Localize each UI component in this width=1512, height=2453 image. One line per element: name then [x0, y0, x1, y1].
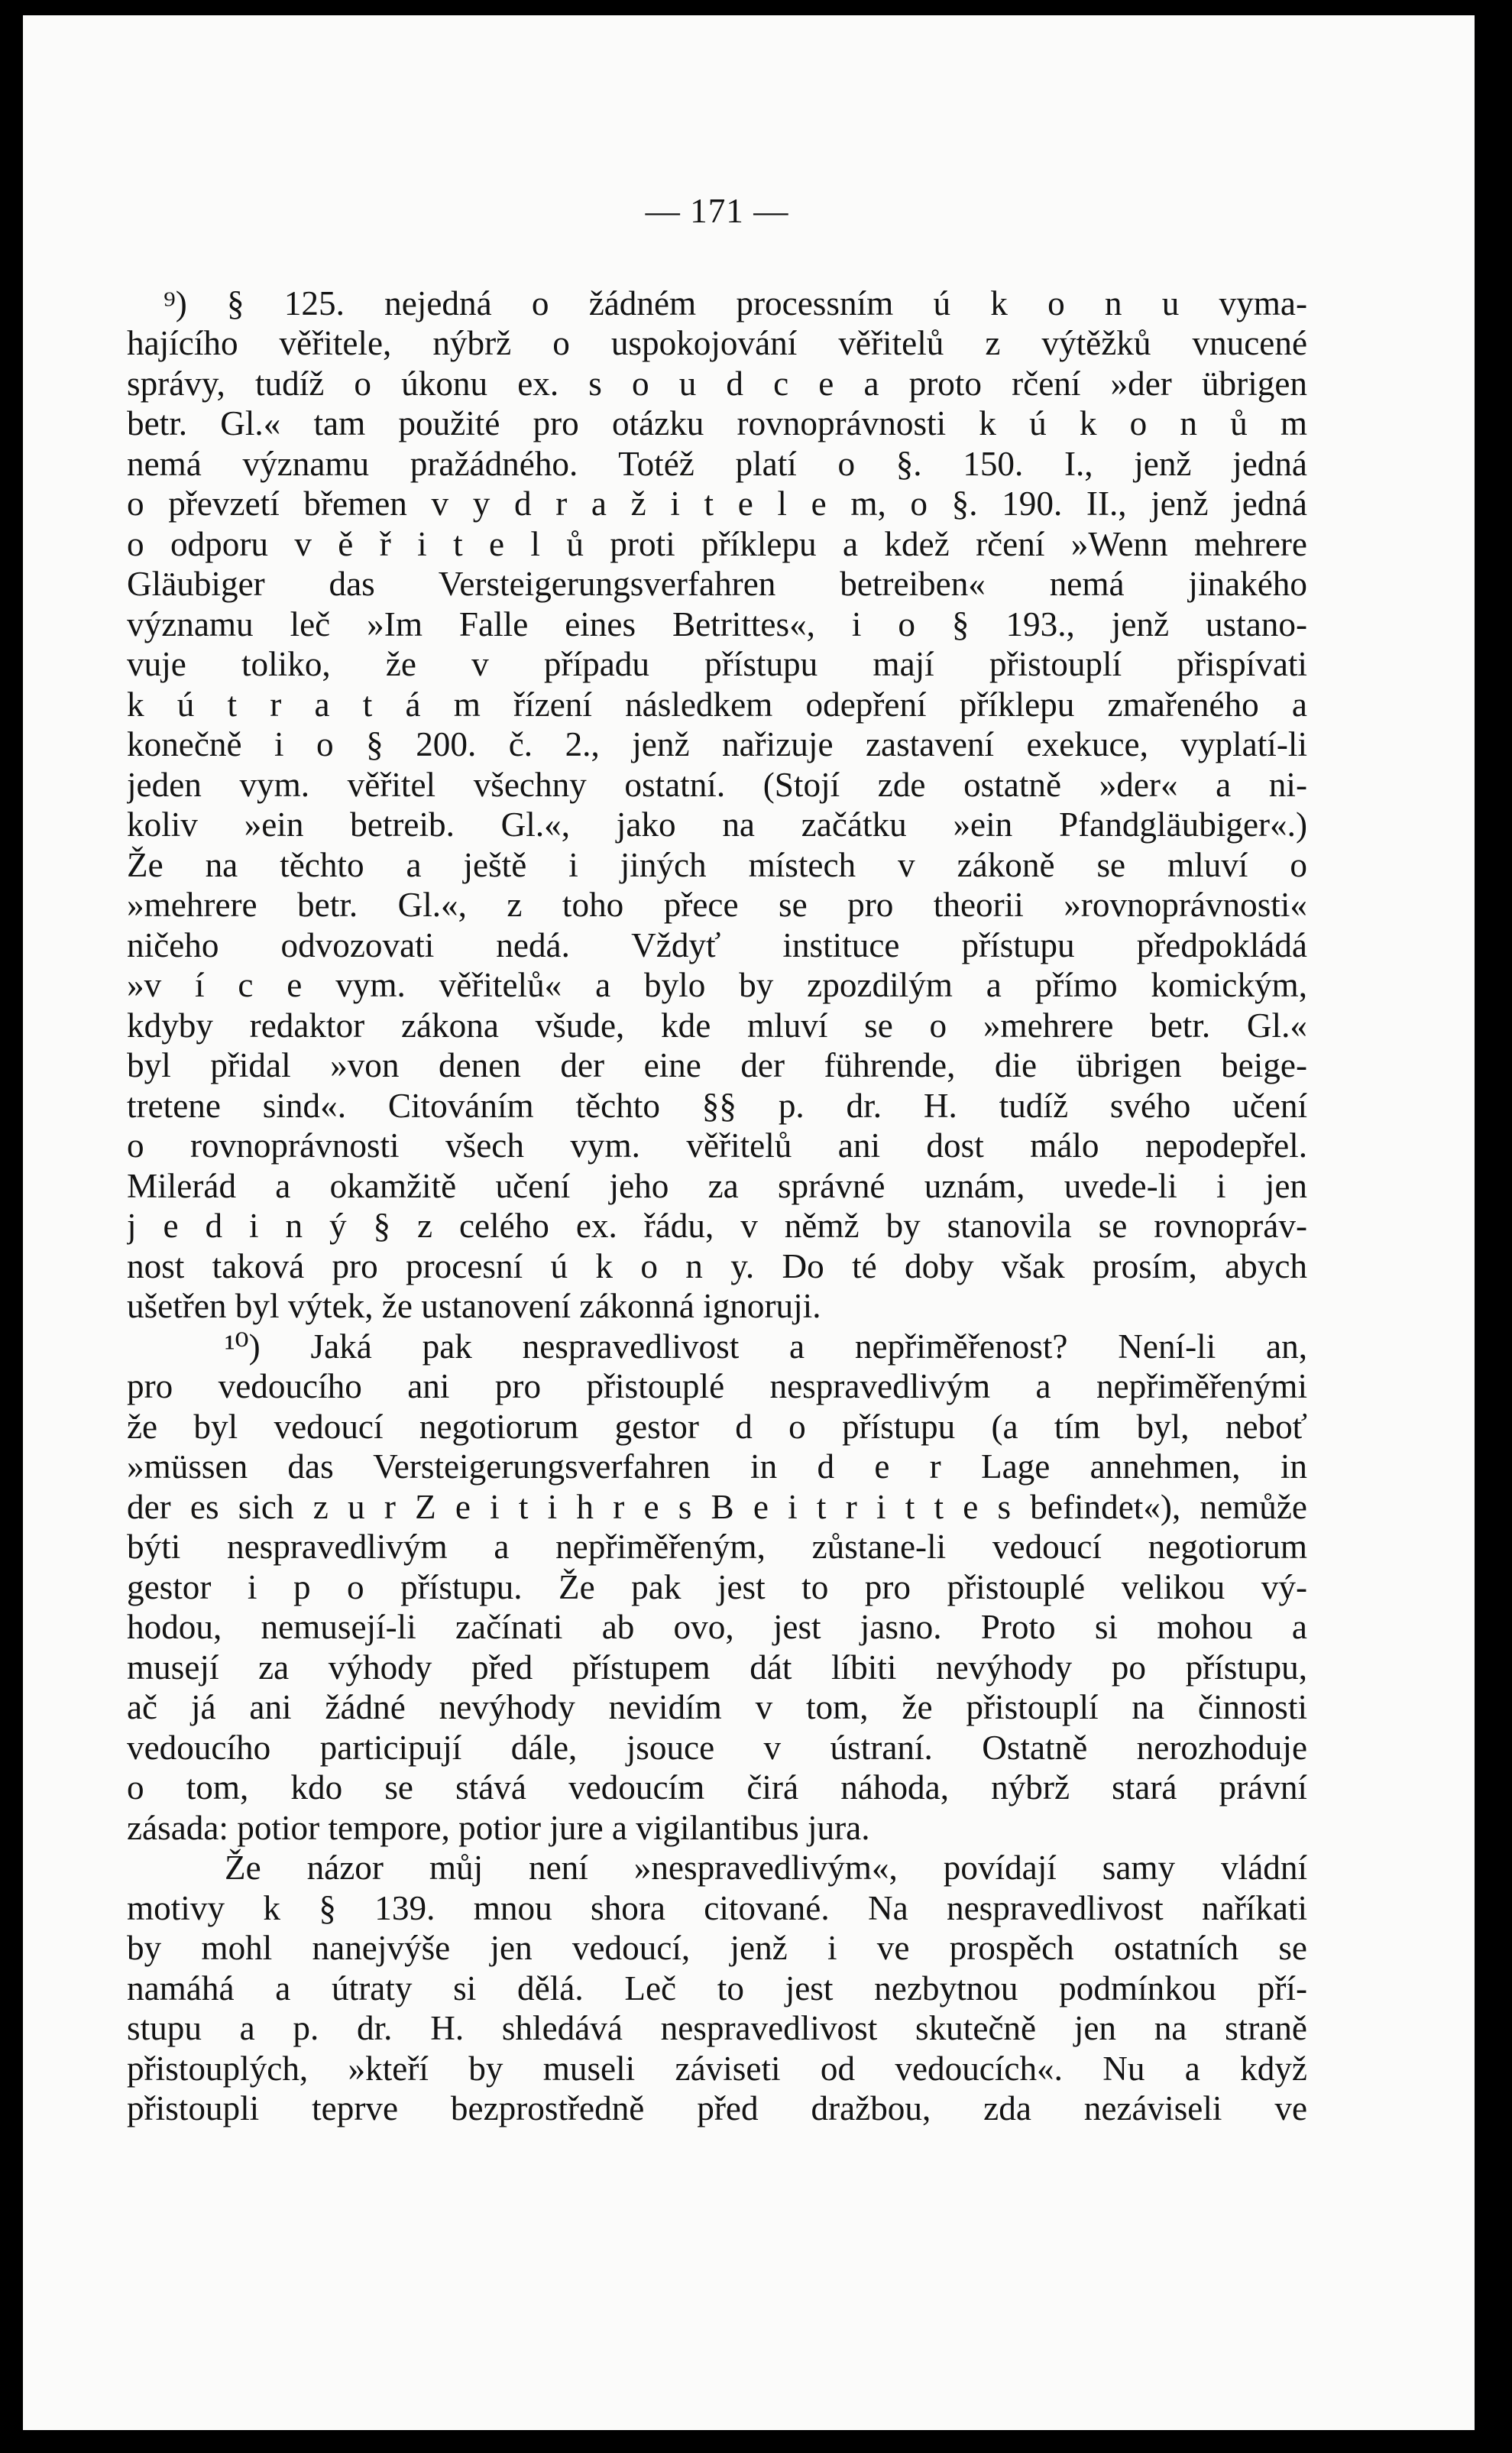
text-line: »mehrere betr. Gl.«, z toho přece se pro theorii »rovnoprávnosti« — [127, 886, 1307, 924]
text-line: o převzetí břemen v y d r a ž i t e l e m, o §. 190. II., jenž jedná — [127, 484, 1307, 523]
text-line: k ú t r a t á m řízení následkem odepření příklepu zmařeného a — [127, 685, 1307, 724]
text-line: by mohl nanejvýše jen vedoucí, jenž i ve prospěch ostatních se — [127, 1929, 1307, 1967]
text-line: správy, tudíž o úkonu ex. s o u d c e a proto rčení »der übrigen — [127, 364, 1307, 403]
text-line: že byl vedoucí negotiorum gestor d o přístupu (a tím byl, neboť — [127, 1407, 1307, 1446]
page-content — [127, 191, 1307, 2129]
text-line: motivy k § 139. mnou shora citované. Na nespravedlivost naříkati — [127, 1888, 1307, 1927]
text-line: »v í c e vym. věřitelů« a bylo by zpozdilým a přímo komickým, — [127, 966, 1307, 1004]
footnote-9 — [127, 284, 1307, 1327]
paragraph — [127, 1848, 1307, 2129]
text-line: stupu a p. dr. H. shledává nespravedlivost skutečně jen na straně — [127, 2009, 1307, 2047]
text-line: ¹⁰) Jaká pak nespravedlivost a nepřiměřenost? Není-li an, — [225, 1327, 1307, 1366]
text-line: o rovnoprávnosti všech vym. věřitelů ani dost málo nepodepřel. — [127, 1126, 1307, 1165]
text-line: pro vedoucího ani pro přistouplé nespravedlivým a nepřiměřenými — [127, 1367, 1307, 1405]
text-line: Gläubiger das Versteigerungsverfahren betreiben« nemá jinakého — [127, 565, 1307, 603]
text-line: namáhá a útraty si dělá. Leč to jest nezbytnou podmínkou pří- — [127, 1969, 1307, 2007]
text-line: býti nespravedlivým a nepřiměřeným, zůstane-li vedoucí negotiorum — [127, 1528, 1307, 1566]
text-line: nemá významu pražádného. Totéž platí o §. 150. I., jenž jedná — [127, 444, 1307, 483]
text-line: vuje toliko, že v případu přístupu mají přistouplí přispívati — [127, 645, 1307, 683]
text-line: významu leč »Im Falle eines Betrittes«, i o § 193., jenž ustano- — [127, 604, 1307, 643]
text-line: gestor i p o přístupu. Že pak jest to pro přistouplé velikou vý- — [127, 1567, 1307, 1606]
text-line: Že na těchto a ještě i jiných místech v zákoně se mluví o — [127, 845, 1307, 884]
text-line: kdyby redaktor zákona všude, kde mluví se o »mehrere betr. Gl.« — [127, 1006, 1307, 1045]
text-line: přistouplých, »kteří by museli záviseti od vedoucích«. Nu a když — [127, 2049, 1307, 2088]
text-line: koliv »ein betreib. Gl.«, jako na začátku »ein Pfandgläubiger«.) — [127, 805, 1307, 844]
text-line: zásada: potior tempore, potior jure a vigilantibus jura. — [127, 1808, 870, 1847]
text-line: betr. Gl.« tam použité pro otázku rovnoprávnosti k ú k o n ů m — [127, 404, 1307, 442]
text-line: ušetřen byl výtek, že ustanovení zákonná ignoruji. — [127, 1287, 821, 1325]
text-line: musejí za výhody před přístupem dát líbiti nevýhody po přístupu, — [127, 1648, 1307, 1687]
text-line: vedoucího participují dále, jsouce v ústraní. Ostatně nerozhoduje — [127, 1728, 1307, 1767]
text-line: hodou, nemusejí-li začínati ab ovo, jest jasno. Proto si mohou a — [127, 1608, 1307, 1646]
text-line: der es sich z u r Z e i t i h r e s B e i t r i t t e s befindet«), nemůže — [127, 1487, 1307, 1526]
text-line: Že názor můj není »nespravedlivým«, povídají samy vládní — [225, 1849, 1307, 1887]
text-line: »müssen das Versteigerungsverfahren in d e r Lage annehmen, in — [127, 1447, 1307, 1486]
text-line: hajícího věřitele, nýbrž o uspokojování věřitelů z výtěžků vnucené — [127, 324, 1307, 362]
text-line: jeden vym. věřitel všechny ostatní. (Stojí zde ostatně »der« a ni- — [127, 765, 1307, 804]
text-line: o tom, kdo se stává vedoucím čirá náhoda, nýbrž stará právní — [127, 1768, 1307, 1807]
text-line: byl přidal »von denen der eine der führende, die übrigen beige- — [127, 1046, 1307, 1084]
text-line: nost taková pro procesní ú k o n y. Do té doby však prosím, abych — [127, 1246, 1307, 1285]
book-page — [23, 15, 1475, 2430]
text-line: přistoupli teprve bezprostředně před dražbou, zda nezáviseli ve — [127, 2089, 1307, 2127]
footnote-10 — [127, 1327, 1307, 1849]
text-line: ač já ani žádné nevýhody nevidím v tom, že přistouplí na činnosti — [127, 1688, 1307, 1726]
text-line: Milerád a okamžitě učení jeho za správné uznám, uvede-li i jen — [127, 1166, 1307, 1205]
text-line: j e d i n ý § z celého ex. řádu, v němž by stanovila se rovnopráv- — [127, 1207, 1307, 1245]
text-line: konečně i o § 200. č. 2., jenž nařizuje zastavení exekuce, vyplatí-li — [127, 725, 1307, 763]
page-number: — 171 — — [645, 192, 789, 230]
text-line: ⁹) § 125. nejedná o žádném processním ú k o n u vyma- — [164, 284, 1307, 322]
text-line: ničeho odvozovati nedá. Vždyť instituce přístupu předpokládá — [127, 925, 1307, 964]
text-line: tretene sind«. Citováním těchto §§ p. dr. H. tudíž svého učení — [127, 1086, 1307, 1125]
text-line: o odporu v ě ř i t e l ů proti příklepu a kdež rčení »Wenn mehrere — [127, 524, 1307, 563]
